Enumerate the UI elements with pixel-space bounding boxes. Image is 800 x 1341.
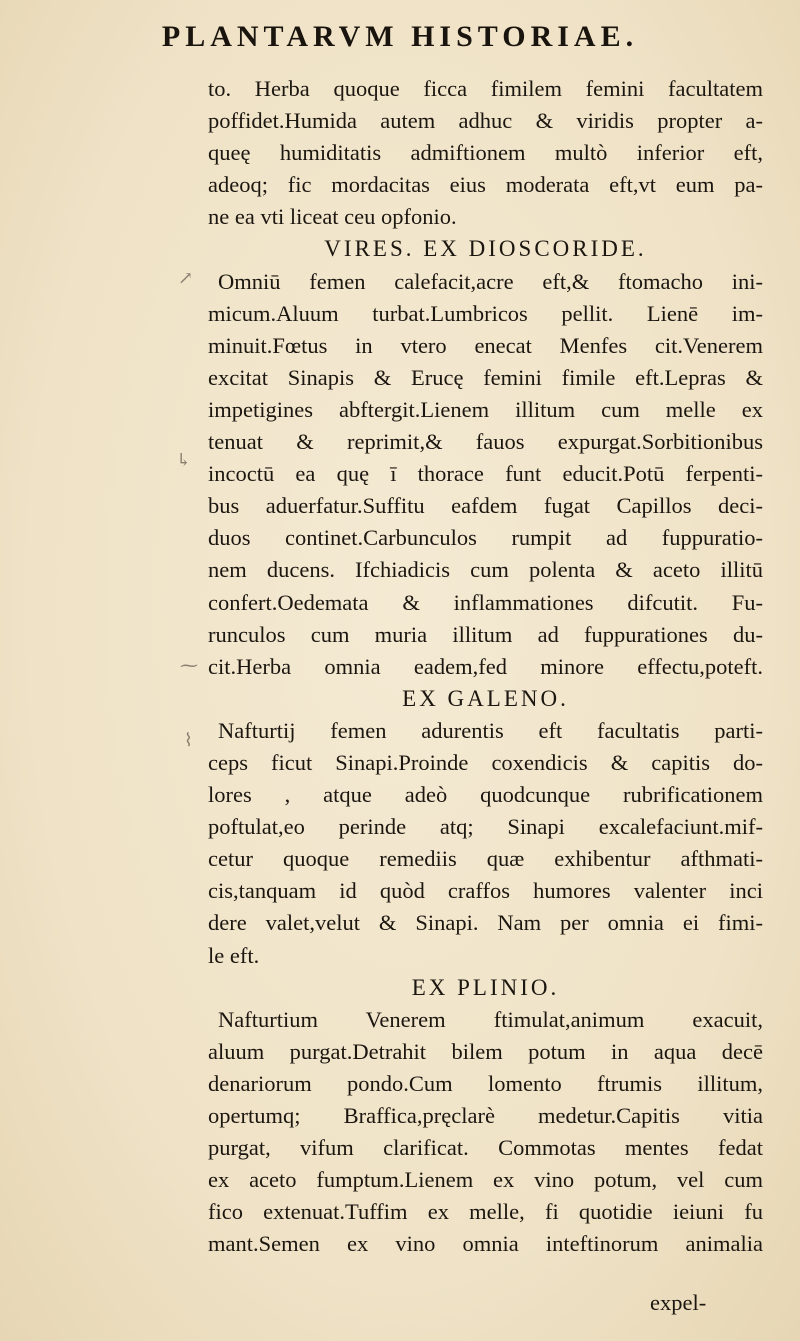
text-line: mant.Semen ex vino omnia inteftinorum animalia — [208, 1231, 763, 1257]
text-line: dere valet,velut & Sinapi. Nam per omnia ei fimi- — [208, 910, 763, 936]
text-line: cit.Herba omnia eadem,fed minore effectu,poteft. — [208, 653, 763, 679]
text-line: minuit.Fœtus in vtero enecat Menfes cit.Venerem — [208, 332, 763, 358]
text-line: queę humiditatis admiftionem multò inferior eft, — [208, 140, 763, 166]
text-line: le eft. — [208, 942, 260, 968]
text-line: lores , atque adeò quodcunque rubrificationem — [208, 782, 763, 808]
text-line: ne ea vti liceat ceu opfonio. — [208, 204, 457, 230]
text-line: micum.Aluum turbat.Lumbricos pellit. Lienē im- — [208, 300, 763, 326]
section-heading-plinio: EX PLINIO. — [411, 974, 560, 1000]
text-line: cetur quoque remediis quæ exhibentur afthmati- — [208, 846, 763, 872]
text-line: tenuat & reprimit,& fauos expurgat.Sorbitionibus — [208, 429, 763, 455]
text-line: bus aduerfatur.Suffitu eafdem fugat Capillos deci- — [208, 493, 763, 519]
catchword: expel- — [650, 1290, 707, 1315]
margin-mark: ↳ — [176, 450, 192, 470]
text-line: poftulat,eo perinde atq; Sinapi excalefaciunt.mif- — [208, 814, 763, 840]
text-line: Nafturtij femen adurentis eft facultatis parti- — [218, 717, 763, 743]
text-line: fico extenuat.Tuffim ex melle, fi quotidie ieiuni fu — [208, 1199, 763, 1225]
text-line: aluum purgat.Detrahit bilem potum in aqua decē — [208, 1038, 763, 1064]
text-line: adeoq; fic mordacitas eius moderata eft,vt eum pa- — [208, 172, 763, 198]
text-line: ceps ficut Sinapi.Proinde coxendicis & capitis do- — [208, 749, 763, 775]
text-line: impetigines abftergit.Lienem illitum cum melle ex — [208, 396, 763, 422]
text-line: Nafturtium Venerem ftimulat,animum exacuit, — [218, 1006, 763, 1032]
text-line: runculos cum muria illitum ad fuppurationes du- — [208, 621, 763, 647]
text-line: opertumq; Braffica,pręclarè medetur.Capitis vitia — [208, 1103, 763, 1128]
text-line: incoctū ea quę ī thorace funt educit.Potū ferpenti- — [208, 461, 763, 487]
text-line: Omniū femen calefacit,acre eft,& ftomacho ini- — [218, 268, 763, 294]
text-line: duos continet.Carbunculos rumpit ad fuppuratio- — [208, 525, 763, 551]
text-line: denariorum pondo.Cum lomento ftrumis illitum, — [208, 1070, 763, 1096]
text-line: nem ducens. Ifchiadicis cum polenta & aceto illitū — [208, 557, 763, 583]
margin-mark: ⁓ — [180, 655, 198, 675]
text-line: to. Herba quoque ficca fimilem femini facultatem — [208, 76, 763, 101]
running-title: PLANTARVM HISTORIAE. — [161, 20, 639, 53]
section-heading-dioscoride: VIRES. EX DIOSCORIDE. — [324, 236, 647, 262]
text-line: poffidet.Humida autem adhuc & viridis propter a- — [208, 108, 763, 134]
text-line: confert.Oedemata & inflammationes difcutit. Fu- — [208, 589, 763, 615]
text-line: ex aceto fumptum.Lienem ex vino potum, vel cum — [208, 1167, 763, 1193]
text-line: excitat Sinapis & Erucę femini fimile eft.Lepras & — [208, 364, 763, 390]
margin-mark: ↗ — [178, 268, 194, 288]
body-text — [208, 73, 763, 1260]
text-line: purgat, vifum clarificat. Commotas mentes fedat — [208, 1135, 763, 1161]
text-line: cis,tanquam id quòd craffos humores valenter inci — [208, 878, 763, 904]
margin-mark: ⌇ — [184, 730, 193, 750]
section-heading-galeno: EX GALENO. — [402, 685, 569, 711]
